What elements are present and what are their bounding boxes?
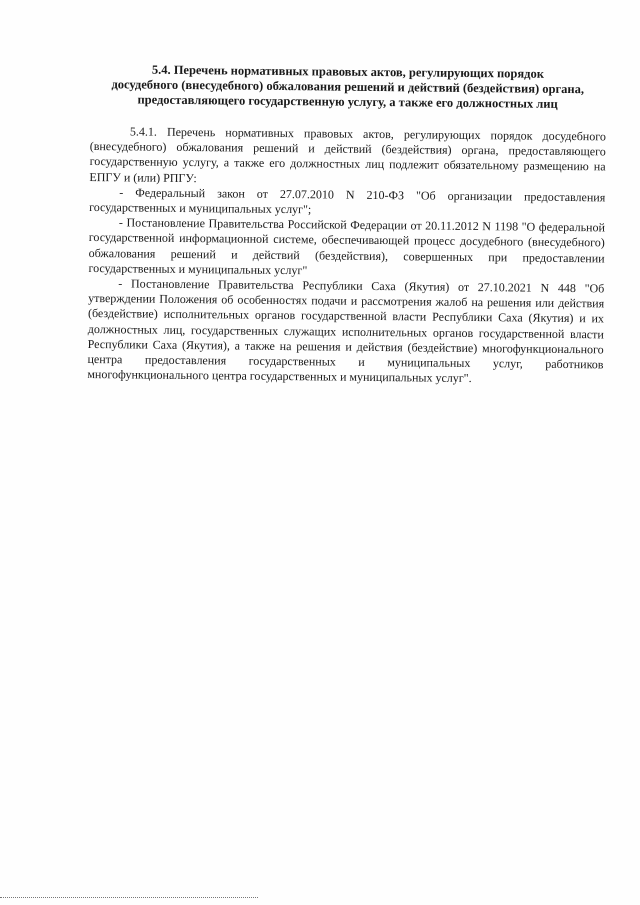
section-body (87, 124, 606, 388)
heading-line-1: 5.4. Перечень нормативных правовых актов, регулирующих порядок (151, 62, 545, 81)
law-item-government-yakutia: - Постановление Правительства Республики Саха (Якутия) от 27.10.2021 N 448 "Об утверждении Положения об особенностях подачи и рассмотрения жалоб на решения или действия (бездействие) исполнительных органов государственной власти Республики Саха (Якутия) и их должностных лиц, государственных служащих исполнительных органов государственной власти Республики Саха (Якутия), а также на решения и действия (бездействие) многофункционального центра предоставления государственных и муниципальных услуг, работников многофункционального центра государственных и муниципальных услуг". (87, 276, 605, 386)
heading-line-2: досудебного (внесудебного) обжалования решений и действий (бездействия) органа, (111, 77, 585, 97)
scan-edge-line (0, 897, 258, 898)
heading-line-3: предоставляющего государственную услугу, а также его должностных лиц (137, 92, 558, 111)
law-item-federal: - Федеральный закон от 27.07.2010 N 210-ФЗ "Об организации предоставления государственных и муниципальных услуг"; (89, 185, 606, 217)
law-item-government-rf: - Постановление Правительства Российской Федерации от 20.11.2012 N 1198 "О федеральной государственной информационной системе, обеспечивающей процесс досудебного (внесудебного) обжалования решений и действий (бездействия), совершенных при предоставлении государственных и муниципальных услуг" (88, 215, 606, 278)
intro-paragraph: 5.4.1. Перечень нормативных правовых актов, регулирующих порядок досудебного (внесудебного) обжалования решений и действий (бездействия) органа, предоставляющего государственную услугу, а также его должностных лиц подлежит обязательному размещению на ЕПГУ и (или) РПГУ: (89, 124, 606, 185)
section-heading (88, 62, 608, 112)
